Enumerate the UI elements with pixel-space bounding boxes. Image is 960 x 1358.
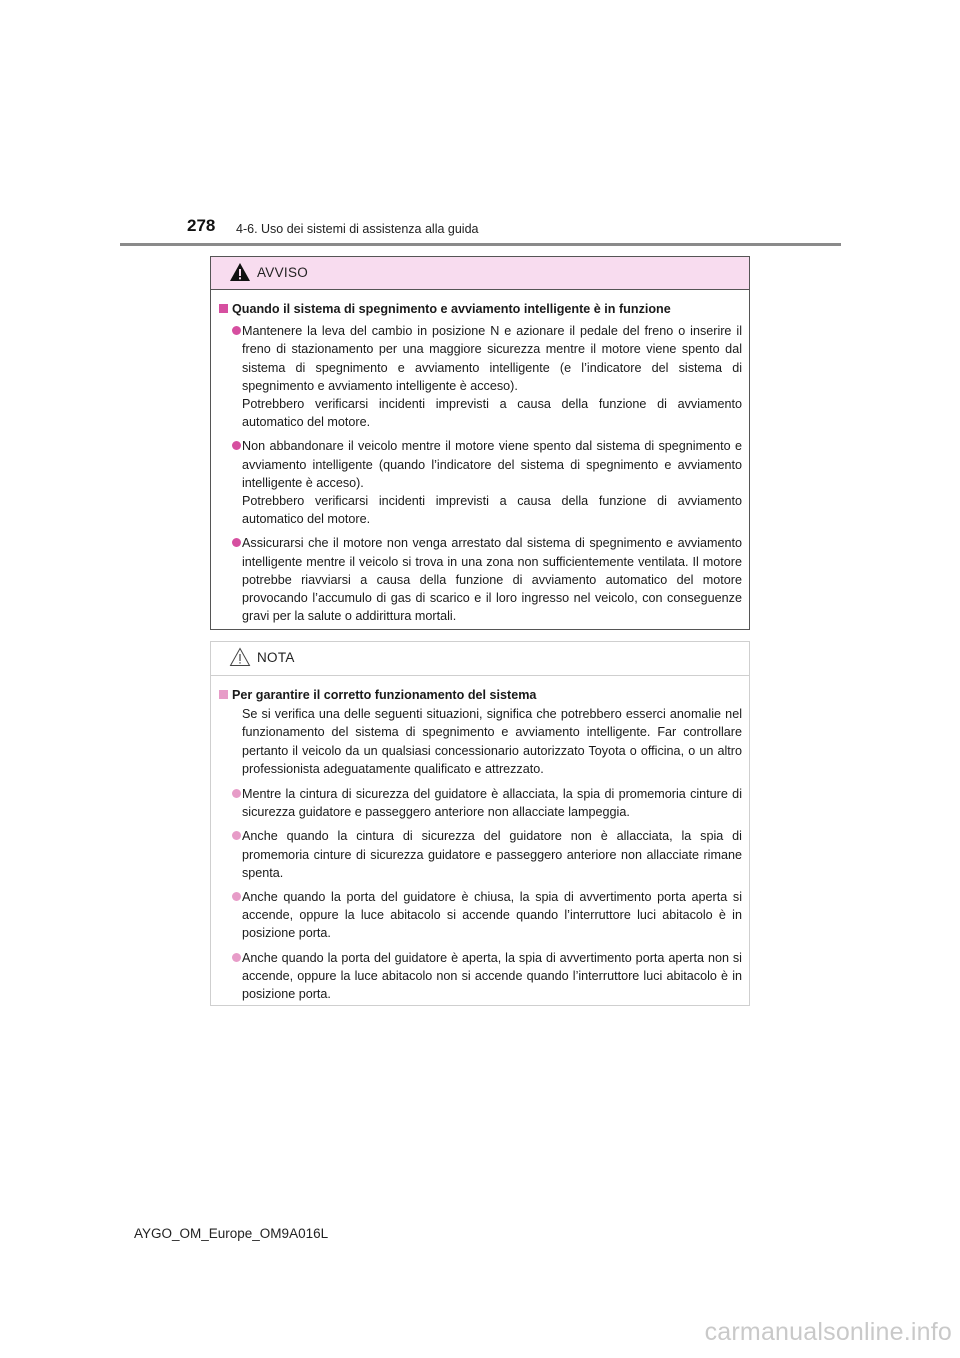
list-item-text: Non abbandonare il veicolo mentre il motore viene spento dal sistema di spegnimento e avviamento intelligente (quando l’indicatore del sistema di spegnimento e avviamento intelligente è acceso). [242,439,742,490]
list-item-text: Anche quando la porta del guidatore è chiusa, la spia di avvertimento porta aperta si accende, oppure la luce abitacolo si accende quando l’interruttore luci abitacolo è in posizione porta. [242,890,742,941]
caution-outline-triangle-icon [229,647,251,667]
warning-heading-text: Quando il sistema di spegnimento e avviamento intelligente è in funzione [232,302,671,316]
list-item [218,888,742,943]
page-number: 278 [187,216,216,235]
round-bullet-icon [232,789,241,798]
square-bullet-icon [219,304,228,313]
list-item-text: Potrebbero verificarsi incidenti imprevisti a causa della funzione di avviamento automatico del motore. [242,397,742,430]
note-box [210,641,750,1006]
list-item [218,437,742,528]
round-bullet-icon [232,441,241,450]
section-title: 4-6. Uso dei sistemi di assistenza alla guida [236,222,479,236]
list-item [218,949,742,1004]
note-intro: Se si verifica una delle seguenti situazioni, significa che potrebbero esserci anomalie nel funzionamento del sistema di spegnimento e avviamento intelligente. Far controllare pertanto il veicolo da un qualsiasi concessionario autorizzato Toyota o officina, o un altro professionista adeguatamente qualificato e attrezzato. [242,707,742,776]
list-item [218,322,742,431]
list-item-text: Mantenere la leva del cambio in posizione N e azionare il pedale del freno o inserire il freno di stazionamento per una maggiore sicurezza mentre il motore viene spento dal sistema di spegnimento e avviamento intelligente (e l’indicatore del sistema di spegnimento e avviamento intelligente è acceso). [242,324,742,393]
round-bullet-icon [232,538,241,547]
document-code: AYGO_OM_Europe_OM9A016L [134,1226,329,1241]
list-item-text: Anche quando la porta del guidatore è aperta, la spia di avvertimento porta aperta non si accende, oppure la luce abitacolo non si accende quando l’interruttore luci abitacolo è in posizione porta. [242,950,742,1002]
square-bullet-icon [219,690,228,699]
list-item [218,534,742,625]
warning-header [211,257,749,290]
round-bullet-icon [232,892,241,901]
warning-box [210,256,750,630]
list-item-text: Assicurarsi che il motore non venga arrestato dal sistema di spegnimento e avviamento intelligente mentre il veicolo si trova in una zona non sufficientemente ventilata. Il motore potrebbe riavviarsi a causa della funzione di avviamento automatico del motore provocando l’accumulo di gas di scarico e il loro ingresso nel veicolo, con conseguenze gravi per la salute o addirittura mortali. [242,536,742,624]
watermark: carmanualsonline.info [704,1318,952,1346]
note-heading-text: Per garantire il corretto funzionamento del sistema [232,688,537,702]
list-item-text: Anche quando la cintura di sicurezza del guidatore non è allacciata, la spia di promemoria cinture di sicurezza guidatore e passeggero anteriore non allacciate rimane spenta. [242,829,742,880]
note-header [211,642,749,676]
note-label: NOTA [257,650,295,665]
list-item [218,827,742,882]
warning-triangle-icon [229,262,251,282]
list-item [218,785,742,821]
round-bullet-icon [232,953,241,962]
note-heading [218,686,742,704]
round-bullet-icon [232,326,241,335]
header-rule [120,243,841,246]
list-item-text: Potrebbero verificarsi incidenti imprevisti a causa della funzione di avviamento automatico del motore. [242,494,742,527]
list-item-text: Mentre la cintura di sicurezza del guidatore è allacciata, la spia di promemoria cinture di sicurezza guidatore e passeggero anteriore non allacciate lampeggia. [242,787,742,820]
warning-label: AVVISO [257,265,309,280]
warning-heading [218,300,742,318]
round-bullet-icon [232,831,241,840]
